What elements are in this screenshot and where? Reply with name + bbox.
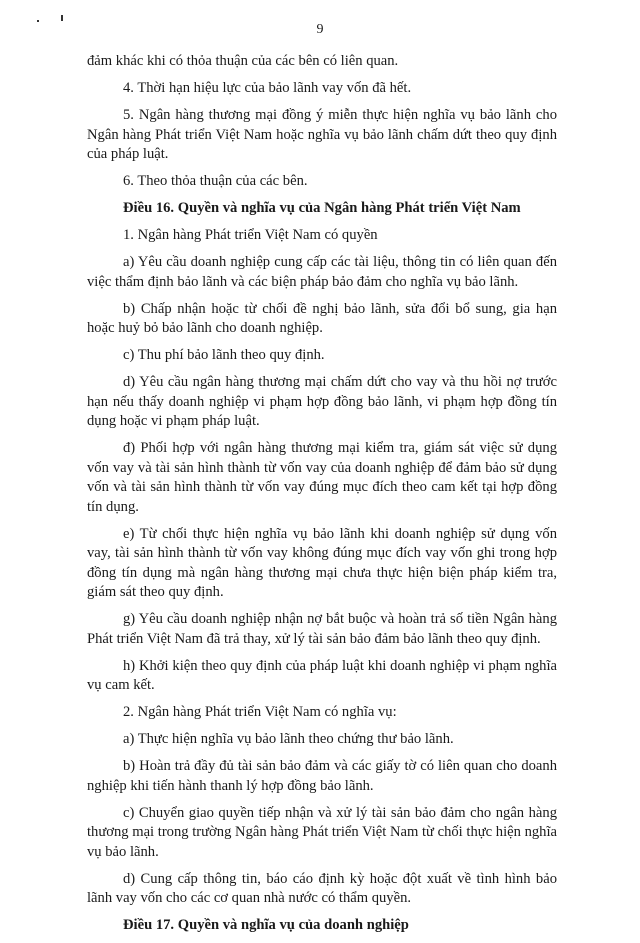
paragraph: g) Yêu cầu doanh nghiệp nhận nợ bắt buộc và hoàn trả số tiền Ngân hàng Phát triển Việt Nam đã trả thay, xử lý tài sản bảo đảm bảo lãnh theo quy định. xyxy=(87,611,557,647)
paragraph: 5. Ngân hàng thương mại đồng ý miễn thực hiện nghĩa vụ bảo lãnh cho Ngân hàng Phát triển Việt Nam hoặc nghĩa vụ bảo lãnh chấm dứt theo quy định của pháp luật. xyxy=(87,107,557,162)
article-heading: Điều 17. Quyền và nghĩa vụ của doanh nghiệp xyxy=(123,917,409,933)
paragraph: 4. Thời hạn hiệu lực của bảo lãnh vay vốn đã hết. xyxy=(123,80,412,96)
paragraph: 1. Ngân hàng Phát triển Việt Nam có quyền xyxy=(123,227,378,243)
paragraph: c) Thu phí bảo lãnh theo quy định. xyxy=(123,347,325,363)
paragraph: h) Khởi kiện theo quy định của pháp luật khi doanh nghiệp vi phạm nghĩa vụ cam kết. xyxy=(87,657,557,693)
paragraph: 2. Ngân hàng Phát triển Việt Nam có nghĩa vụ: xyxy=(123,704,397,720)
paragraph: d) Yêu cầu ngân hàng thương mại chấm dứt cho vay và thu hồi nợ trước hạn nếu thấy doanh nghiệp vi phạm hợp đồng bảo lãnh, vi phạm hợp đồng tín dụng hoặc vi phạm pháp luật. xyxy=(87,374,557,429)
paragraph: đảm khác khi có thỏa thuận của các bên có liên quan. xyxy=(87,53,399,69)
paragraph: d) Cung cấp thông tin, báo cáo định kỳ hoặc đột xuất về tình hình bảo lãnh vay vốn cho các cơ quan nhà nước có thẩm quyền. xyxy=(87,870,557,906)
paragraph: c) Chuyển giao quyền tiếp nhận và xử lý tài sản bảo đảm cho ngân hàng thương mại trong trường Ngân hàng Phát triển Việt Nam từ chối thực hiện nghĩa vụ bảo lãnh. xyxy=(87,804,557,860)
page-number: 9 xyxy=(316,22,324,37)
paragraph: b) Hoàn trả đầy đủ tài sản bảo đảm và các giấy tờ có liên quan cho doanh nghiệp khi tiến hành thanh lý hợp đồng bảo lãnh. xyxy=(87,758,557,794)
paragraph: b) Chấp nhận hoặc từ chối đề nghị bảo lãnh, sửa đổi bổ sung, gia hạn hoặc huỷ bỏ bảo lãnh cho doanh nghiệp. xyxy=(87,300,557,336)
paragraph: e) Từ chối thực hiện nghĩa vụ bảo lãnh khi doanh nghiệp sử dụng vốn vay, tài sản hình thành từ vốn vay không đúng mục đích vay vốn ghi trong hợp đồng tín dụng mà ngân hàng thương mại chưa thực hiện biện pháp kiểm tra, giám sát theo quy định. xyxy=(87,525,557,600)
paragraph: a) Thực hiện nghĩa vụ bảo lãnh theo chứng thư bảo lãnh. xyxy=(123,731,454,747)
paragraph: đ) Phối hợp với ngân hàng thương mại kiểm tra, giám sát việc sử dụng vốn vay và tài sản hình thành từ vốn vay của doanh nghiệp để đảm bảo sử dụng vốn và tài sản hình thành từ vốn vay đúng mục đích theo cam kết tại hợp đồng tín dụng. xyxy=(87,440,557,515)
article-heading: Điều 16. Quyền và nghĩa vụ của Ngân hàng Phát triển Việt Nam xyxy=(123,200,521,216)
paragraph: 6. Theo thỏa thuận của các bên. xyxy=(123,173,308,189)
scan-speck xyxy=(61,15,63,21)
paragraph: a) Yêu cầu doanh nghiệp cung cấp các tài liệu, thông tin có liên quan đến việc thẩm định bảo lãnh và các biện pháp bảo đảm cho nghĩa vụ bảo lãnh. xyxy=(87,254,557,290)
document-body xyxy=(87,52,557,943)
